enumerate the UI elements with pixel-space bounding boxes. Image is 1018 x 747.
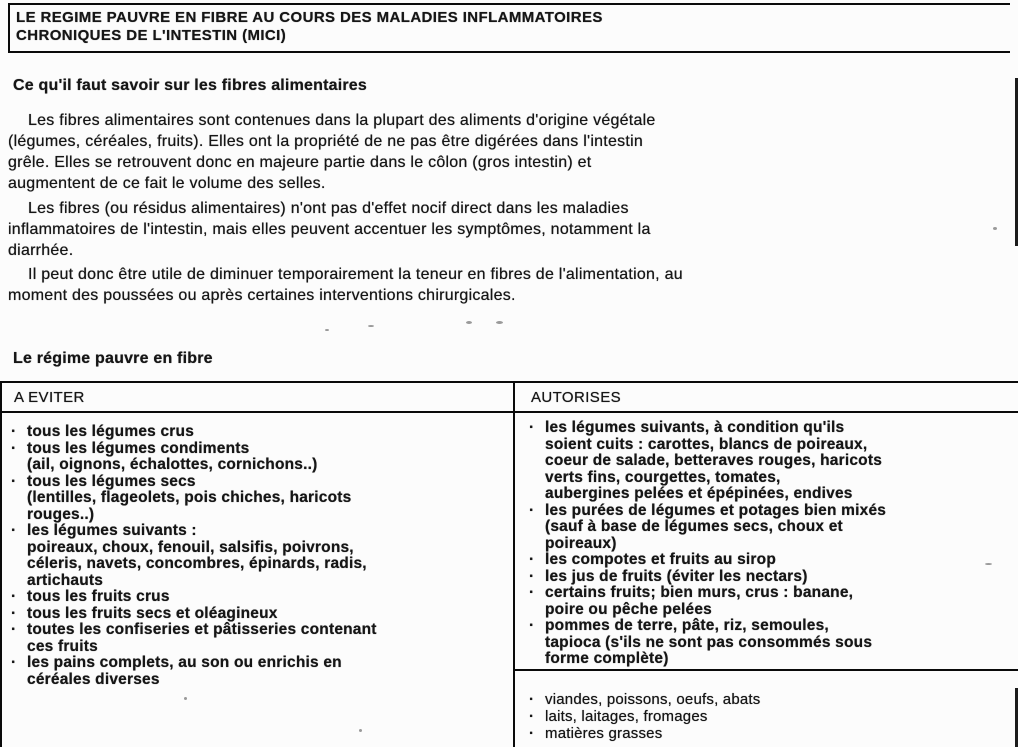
text-line: laits, laitages, fromages <box>545 708 708 725</box>
bullet-dot-icon: · <box>529 617 535 634</box>
diet-table-body-row <box>2 413 1018 747</box>
bullet-dot-icon: · <box>529 501 535 519</box>
bullet-dot-icon: · <box>11 654 17 671</box>
text-line: céleris, navets, concombres, épinards, radis, <box>27 555 367 572</box>
list-item <box>11 622 509 655</box>
column-header-autorises: AUTORISES <box>531 389 622 406</box>
bullet-dot-icon: · <box>529 725 535 742</box>
text-line: tous les légumes crus <box>27 423 195 440</box>
item-text <box>545 569 1016 586</box>
text-line: rouges..) <box>27 505 95 523</box>
item-text <box>27 606 509 623</box>
list-item <box>529 691 1016 708</box>
text-line: pommes de terre, pâte, riz, semoules, <box>545 617 829 634</box>
text-line: toutes les confiseries et pâtisseries contenant <box>27 621 377 638</box>
text-line: tous les légumes secs <box>27 472 196 490</box>
text-line: poireaux) <box>545 534 617 552</box>
text-line: Les fibres alimentaires sont contenues dans la plupart des aliments d'origine végétale <box>28 112 656 129</box>
text-line: diarrhée. <box>8 242 74 259</box>
scan-artifact-dot <box>993 227 997 230</box>
list-item <box>11 523 509 589</box>
list-item <box>11 441 509 474</box>
scan-artifact-dot <box>325 329 329 331</box>
bullet-dot-icon: · <box>529 584 535 601</box>
scan-artifact-dot <box>496 321 503 324</box>
document-title-line2: CHRONIQUES DE L'INTESTIN (MICI) <box>16 26 287 44</box>
text-line: les jus de fruits (éviter les nectars) <box>545 567 808 585</box>
text-line: tous les fruits secs et oléagineux <box>27 604 278 622</box>
text-line: coeur de salade, betteraves rouges, haricots <box>545 452 883 469</box>
scan-artifact-dot <box>466 321 472 324</box>
bullet-dot-icon: · <box>529 551 535 568</box>
list-item <box>529 569 1016 586</box>
item-text <box>545 708 1016 725</box>
paragraph-fibres-effet <box>8 198 998 261</box>
text-line: matières grasses <box>545 725 663 742</box>
item-text <box>545 618 1016 668</box>
bullet-dot-icon: · <box>529 691 535 708</box>
item-text <box>545 585 1016 618</box>
paragraph-fibres-definition <box>8 110 998 194</box>
text-line: les légumes suivants : <box>27 522 197 539</box>
list-item <box>529 552 1016 569</box>
text-line: (sauf à base de légumes secs, choux et <box>545 518 843 535</box>
scan-artifact-dot <box>184 697 187 700</box>
text-line: tapioca (s'ils ne sont pas consommés sous <box>545 633 873 651</box>
bullet-dot-icon: · <box>529 567 535 585</box>
text-line: les légumes suivants, à condition qu'ils <box>545 419 845 436</box>
text-line: inflammatoires de l'intestin, mais elles peuvent accentuer les symptômes, notamment la <box>8 221 651 238</box>
item-text <box>545 691 1016 708</box>
bullet-dot-icon: · <box>11 423 17 440</box>
document-title-box <box>8 3 1010 53</box>
text-line: Il peut donc être utile de diminuer temporairement la teneur en fibres de l'alimentation, au <box>28 266 683 283</box>
text-line: ces fruits <box>27 637 98 655</box>
item-text <box>27 523 509 589</box>
text-line: les pains complets, au son ou enrichis en <box>27 654 342 671</box>
item-text <box>545 420 1016 503</box>
bullet-dot-icon: · <box>11 522 17 539</box>
diet-table-header-row <box>2 383 1018 413</box>
scan-artifact-dot <box>359 729 362 732</box>
scan-artifact-dash <box>985 563 992 565</box>
list-item <box>11 424 509 441</box>
bullet-dot-icon: · <box>11 621 17 638</box>
text-line: (lentilles, flageolets, pois chiches, haricots <box>27 489 352 506</box>
bullet-dot-icon: · <box>11 604 17 622</box>
text-line: soient cuits : carottes, blancs de poireaux, <box>545 435 868 453</box>
bullet-dot-icon: · <box>11 472 17 490</box>
item-text <box>27 589 509 606</box>
text-line: augmentent de ce fait le volume des selles. <box>8 175 326 192</box>
text-line: Les fibres (ou résidus alimentaires) n'ont pas d'effet nocif direct dans les maladies <box>28 200 629 217</box>
item-text <box>545 725 1016 742</box>
column-header-a-eviter: A EVITER <box>2 383 515 411</box>
item-text <box>27 622 509 655</box>
item-text <box>27 655 509 688</box>
text-line: poireaux, choux, fenouil, salsifis, poivrons, <box>27 538 354 556</box>
text-line: céréales diverses <box>27 670 160 688</box>
list-item <box>529 725 1016 742</box>
text-line: certains fruits; bien murs, crus : banane, <box>545 584 854 601</box>
text-line: grêle. Elles se retrouvent donc en majeure partie dans le côlon (gros intestin) et <box>8 154 592 171</box>
list-item <box>11 474 509 524</box>
text-line: tous les fruits crus <box>27 588 170 605</box>
bullet-dot-icon: · <box>529 708 535 725</box>
item-text <box>27 441 509 474</box>
text-line: poire ou pêche pelées <box>545 600 713 618</box>
allowed-column <box>515 413 1018 747</box>
text-line: forme complète) <box>545 650 669 667</box>
text-line: (ail, oignons, échalottes, cornichons..) <box>27 456 318 473</box>
list-item <box>529 585 1016 618</box>
scan-artifact-dot <box>368 325 374 327</box>
list-item <box>529 708 1016 725</box>
item-text <box>545 503 1016 553</box>
bullet-dot-icon: · <box>529 419 535 436</box>
list-item <box>529 503 1016 553</box>
document-title-line1: LE REGIME PAUVRE EN FIBRE AU COURS DES MALADIES INFLAMMATOIRES <box>16 9 603 26</box>
item-text <box>545 552 1016 569</box>
text-line: (légumes, céréales, fruits). Elles ont la propriété de ne pas être digérées dans l'intestin <box>8 133 644 150</box>
allowed-items-cell-1 <box>515 413 1018 671</box>
text-line: tous les légumes condiments <box>27 439 250 457</box>
text-line: verts fins, courgettes, tomates, <box>545 468 781 486</box>
text-line: aubergines pelées et épépinées, endives <box>545 485 853 502</box>
list-item <box>529 618 1016 668</box>
allowed-items-cell-2 <box>515 671 1018 747</box>
avoid-items-cell <box>2 413 515 747</box>
bullet-dot-icon: · <box>11 588 17 605</box>
item-text <box>27 424 509 441</box>
diet-table <box>0 381 1018 747</box>
paragraph-fibres-utilite <box>8 264 998 306</box>
text-line: moment des poussées ou après certaines interventions chirurgicales. <box>8 287 516 304</box>
text-line: artichauts <box>27 571 104 589</box>
text-line: viandes, poissons, oeufs, abats <box>545 691 761 708</box>
section-heading-regime: Le régime pauvre en fibre <box>13 350 213 367</box>
text-line: les purées de légumes et potages bien mixés <box>545 501 887 519</box>
list-item <box>11 655 509 688</box>
text-line: les compotes et fruits au sirop <box>545 551 777 568</box>
list-item <box>11 589 509 606</box>
bullet-dot-icon: · <box>11 439 17 457</box>
list-item <box>11 606 509 623</box>
list-item <box>529 420 1016 503</box>
item-text <box>27 474 509 524</box>
section-heading-fibres: Ce qu'il faut savoir sur les fibres alimentaires <box>13 77 367 94</box>
